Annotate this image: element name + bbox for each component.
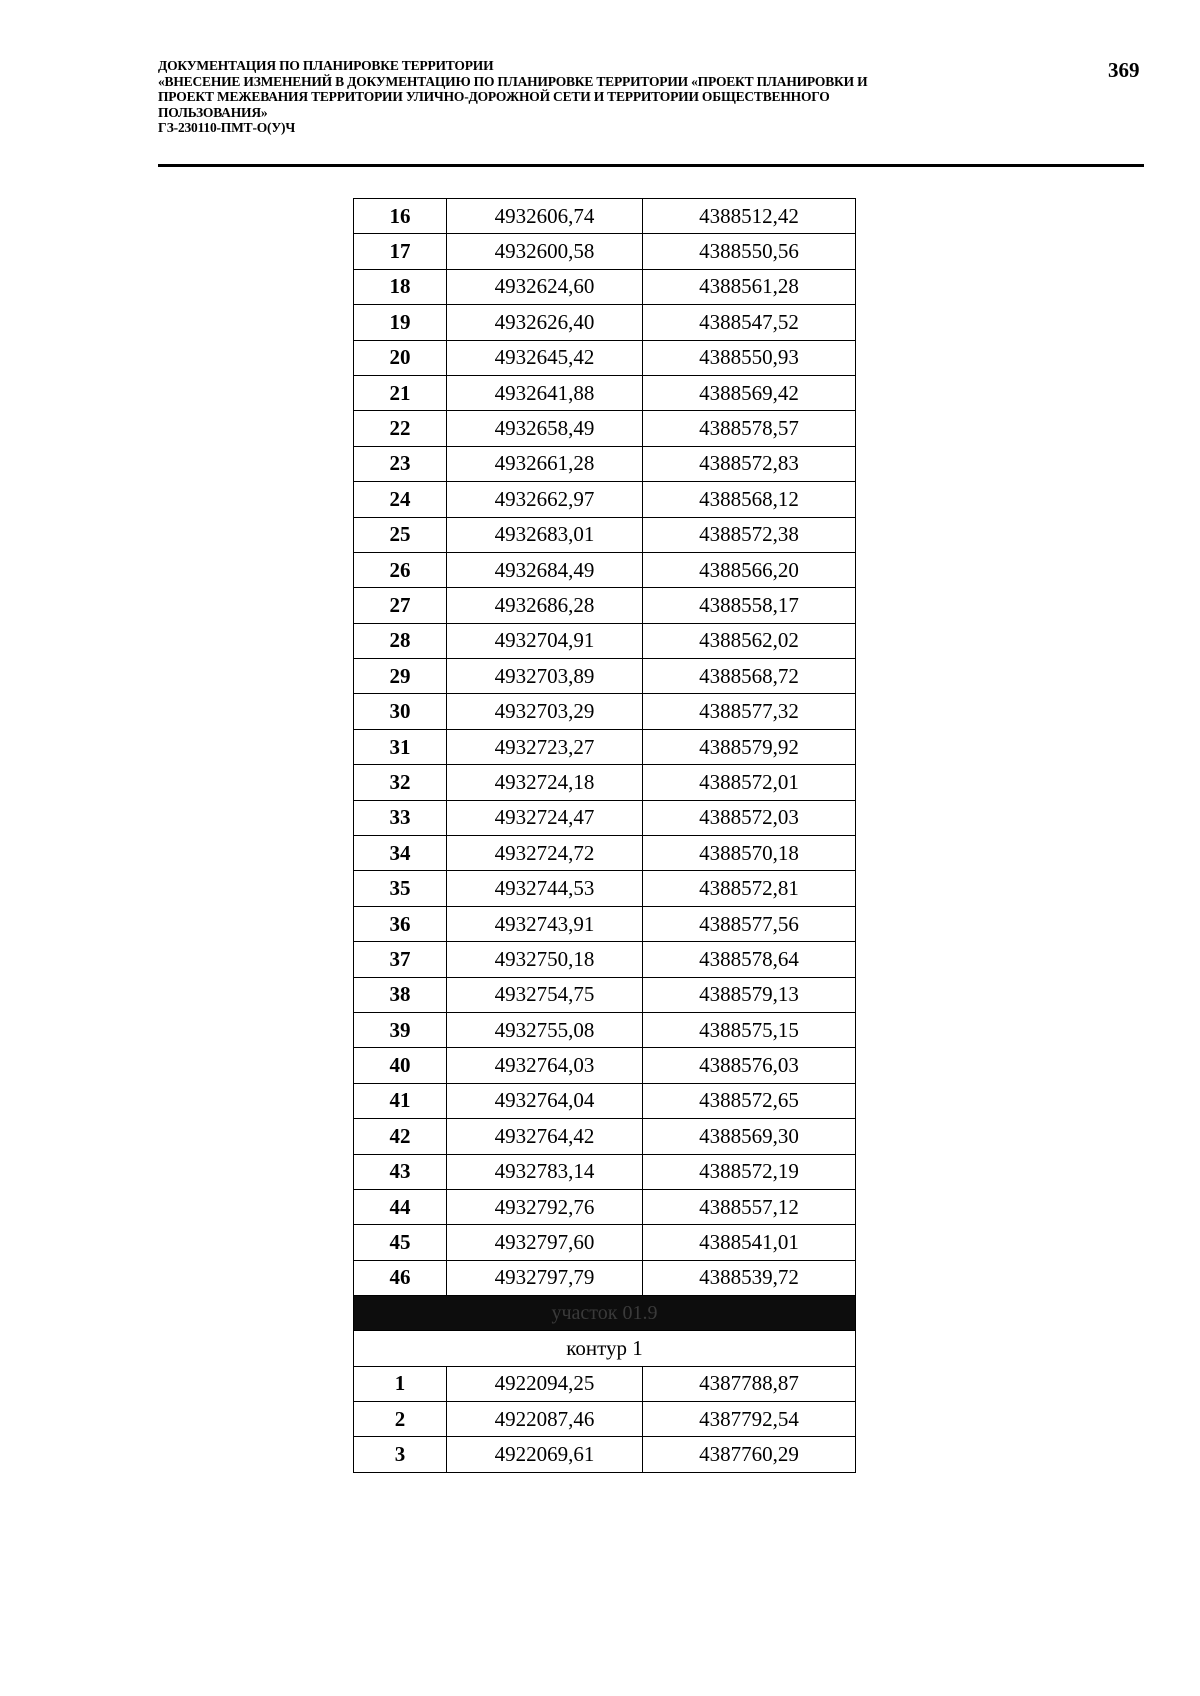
table-row (354, 1119, 856, 1154)
table-row (354, 1366, 856, 1401)
y-coordinate-cell: 4388577,56 (643, 906, 856, 941)
x-coordinate-cell: 4932606,74 (447, 199, 643, 234)
x-coordinate-cell: 4932792,76 (447, 1189, 643, 1224)
x-coordinate-cell: 4932645,42 (447, 340, 643, 375)
point-number-cell: 22 (354, 411, 447, 446)
table-row (354, 1012, 856, 1047)
x-coordinate-cell: 4932724,72 (447, 836, 643, 871)
point-number-cell: 30 (354, 694, 447, 729)
point-number-cell: 28 (354, 623, 447, 658)
x-coordinate-cell: 4932783,14 (447, 1154, 643, 1189)
point-number-cell: 18 (354, 269, 447, 304)
table-row (354, 340, 856, 375)
point-number-cell: 37 (354, 942, 447, 977)
point-number-cell: 38 (354, 977, 447, 1012)
page-number: 369 (1108, 58, 1140, 82)
point-number-cell: 43 (354, 1154, 447, 1189)
table-row (354, 694, 856, 729)
point-number-cell: 32 (354, 765, 447, 800)
x-coordinate-cell: 4932744,53 (447, 871, 643, 906)
x-coordinate-cell: 4932626,40 (447, 305, 643, 340)
table-row (354, 305, 856, 340)
x-coordinate-cell: 4932703,89 (447, 659, 643, 694)
x-coordinate-cell: 4932684,49 (447, 552, 643, 587)
contour-header-row (354, 1331, 856, 1366)
x-coordinate-cell: 4922069,61 (447, 1437, 643, 1472)
x-coordinate-cell: 4932764,03 (447, 1048, 643, 1083)
point-number-cell: 42 (354, 1119, 447, 1154)
table-row (354, 623, 856, 658)
y-coordinate-cell: 4388570,18 (643, 836, 856, 871)
x-coordinate-cell: 4932755,08 (447, 1012, 643, 1047)
document-header (158, 58, 1088, 136)
x-coordinate-cell: 4932754,75 (447, 977, 643, 1012)
point-number-cell: 23 (354, 446, 447, 481)
x-coordinate-cell: 4932662,97 (447, 482, 643, 517)
point-number-cell: 3 (354, 1437, 447, 1472)
x-coordinate-cell: 4932683,01 (447, 517, 643, 552)
point-number-cell: 33 (354, 800, 447, 835)
x-coordinate-cell: 4932723,27 (447, 729, 643, 764)
y-coordinate-cell: 4387760,29 (643, 1437, 856, 1472)
y-coordinate-cell: 4388575,15 (643, 1012, 856, 1047)
point-number-cell: 19 (354, 305, 447, 340)
table-row (354, 1189, 856, 1224)
x-coordinate-cell: 4932764,42 (447, 1119, 643, 1154)
y-coordinate-cell: 4388572,01 (643, 765, 856, 800)
point-number-cell: 39 (354, 1012, 447, 1047)
y-coordinate-cell: 4388566,20 (643, 552, 856, 587)
point-number-cell: 20 (354, 340, 447, 375)
y-coordinate-cell: 4387792,54 (643, 1401, 856, 1436)
point-number-cell: 36 (354, 906, 447, 941)
y-coordinate-cell: 4388539,72 (643, 1260, 856, 1295)
x-coordinate-cell: 4932641,88 (447, 375, 643, 410)
header-line-4: ПОЛЬЗОВАНИЯ» (158, 104, 268, 120)
y-coordinate-cell: 4388572,19 (643, 1154, 856, 1189)
table-row (354, 1048, 856, 1083)
x-coordinate-cell: 4932797,60 (447, 1225, 643, 1260)
point-number-cell: 35 (354, 871, 447, 906)
table-row (354, 411, 856, 446)
y-coordinate-cell: 4388550,93 (643, 340, 856, 375)
table-row (354, 552, 856, 587)
point-number-cell: 31 (354, 729, 447, 764)
table-row (354, 269, 856, 304)
y-coordinate-cell: 4388557,12 (643, 1189, 856, 1224)
point-number-cell: 40 (354, 1048, 447, 1083)
x-coordinate-cell: 4932797,79 (447, 1260, 643, 1295)
table-row (354, 482, 856, 517)
y-coordinate-cell: 4388577,32 (643, 694, 856, 729)
point-number-cell: 41 (354, 1083, 447, 1118)
point-number-cell: 2 (354, 1401, 447, 1436)
y-coordinate-cell: 4388561,28 (643, 269, 856, 304)
table-row (354, 1401, 856, 1436)
y-coordinate-cell: 4388547,52 (643, 305, 856, 340)
y-coordinate-cell: 4388568,72 (643, 659, 856, 694)
header-line-1: ДОКУМЕНТАЦИЯ ПО ПЛАНИРОВКЕ ТЕРРИТОРИИ (158, 58, 494, 73)
section-header-row (354, 1296, 856, 1331)
table-row (354, 1225, 856, 1260)
point-number-cell: 34 (354, 836, 447, 871)
coordinates-table-body (354, 199, 856, 1473)
y-coordinate-cell: 4388572,83 (643, 446, 856, 481)
point-number-cell: 16 (354, 199, 447, 234)
table-row (354, 1154, 856, 1189)
table-row (354, 588, 856, 623)
y-coordinate-cell: 4388579,13 (643, 977, 856, 1012)
y-coordinate-cell: 4388576,03 (643, 1048, 856, 1083)
table-row (354, 977, 856, 1012)
point-number-cell: 21 (354, 375, 447, 410)
y-coordinate-cell: 4388578,57 (643, 411, 856, 446)
y-coordinate-cell: 4388562,02 (643, 623, 856, 658)
table-row (354, 871, 856, 906)
x-coordinate-cell: 4932686,28 (447, 588, 643, 623)
x-coordinate-cell: 4932764,04 (447, 1083, 643, 1118)
table-row (354, 1260, 856, 1295)
y-coordinate-cell: 4388512,42 (643, 199, 856, 234)
table-row (354, 1437, 856, 1472)
table-row (354, 906, 856, 941)
x-coordinate-cell: 4932724,47 (447, 800, 643, 835)
table-row (354, 659, 856, 694)
y-coordinate-cell: 4388579,92 (643, 729, 856, 764)
table-row (354, 765, 856, 800)
table-row (354, 836, 856, 871)
point-number-cell: 24 (354, 482, 447, 517)
table-row (354, 199, 856, 234)
y-coordinate-cell: 4388569,42 (643, 375, 856, 410)
y-coordinate-cell: 4388569,30 (643, 1119, 856, 1154)
point-number-cell: 17 (354, 234, 447, 269)
point-number-cell: 1 (354, 1366, 447, 1401)
coordinates-table (353, 198, 856, 1473)
y-coordinate-cell: 4388568,12 (643, 482, 856, 517)
point-number-cell: 44 (354, 1189, 447, 1224)
x-coordinate-cell: 4932600,58 (447, 234, 643, 269)
y-coordinate-cell: 4388572,65 (643, 1083, 856, 1118)
document-code: ГЗ-230110-ПМТ-О(У)Ч (158, 120, 296, 135)
y-coordinate-cell: 4388572,03 (643, 800, 856, 835)
header-divider (158, 164, 1144, 167)
table-row (354, 800, 856, 835)
table-row (354, 729, 856, 764)
point-number-cell: 26 (354, 552, 447, 587)
x-coordinate-cell: 4932724,18 (447, 765, 643, 800)
x-coordinate-cell: 4932704,91 (447, 623, 643, 658)
y-coordinate-cell: 4388550,56 (643, 234, 856, 269)
x-coordinate-cell: 4922094,25 (447, 1366, 643, 1401)
section-label: участок 01.9 (354, 1296, 856, 1331)
y-coordinate-cell: 4388558,17 (643, 588, 856, 623)
table-row (354, 234, 856, 269)
table-row (354, 375, 856, 410)
contour-label: контур 1 (354, 1331, 856, 1366)
y-coordinate-cell: 4387788,87 (643, 1366, 856, 1401)
x-coordinate-cell: 4922087,46 (447, 1401, 643, 1436)
y-coordinate-cell: 4388578,64 (643, 942, 856, 977)
point-number-cell: 27 (354, 588, 447, 623)
x-coordinate-cell: 4932743,91 (447, 906, 643, 941)
table-row (354, 1083, 856, 1118)
y-coordinate-cell: 4388541,01 (643, 1225, 856, 1260)
point-number-cell: 25 (354, 517, 447, 552)
x-coordinate-cell: 4932658,49 (447, 411, 643, 446)
table-row (354, 517, 856, 552)
point-number-cell: 29 (354, 659, 447, 694)
x-coordinate-cell: 4932703,29 (447, 694, 643, 729)
table-row (354, 446, 856, 481)
x-coordinate-cell: 4932661,28 (447, 446, 643, 481)
table-row (354, 942, 856, 977)
point-number-cell: 46 (354, 1260, 447, 1295)
x-coordinate-cell: 4932624,60 (447, 269, 643, 304)
point-number-cell: 45 (354, 1225, 447, 1260)
header-line-2: «ВНЕСЕНИЕ ИЗМЕНЕНИЙ В ДОКУМЕНТАЦИЮ ПО ПЛАНИРОВКЕ ТЕРРИТОРИИ «ПРОЕКТ ПЛАНИРОВКИ И (158, 73, 868, 89)
y-coordinate-cell: 4388572,38 (643, 517, 856, 552)
x-coordinate-cell: 4932750,18 (447, 942, 643, 977)
y-coordinate-cell: 4388572,81 (643, 871, 856, 906)
header-line-3: ПРОЕКТ МЕЖЕВАНИЯ ТЕРРИТОРИИ УЛИЧНО-ДОРОЖНОЙ СЕТИ И ТЕРРИТОРИИ ОБЩЕСТВЕННОГО (158, 89, 830, 104)
